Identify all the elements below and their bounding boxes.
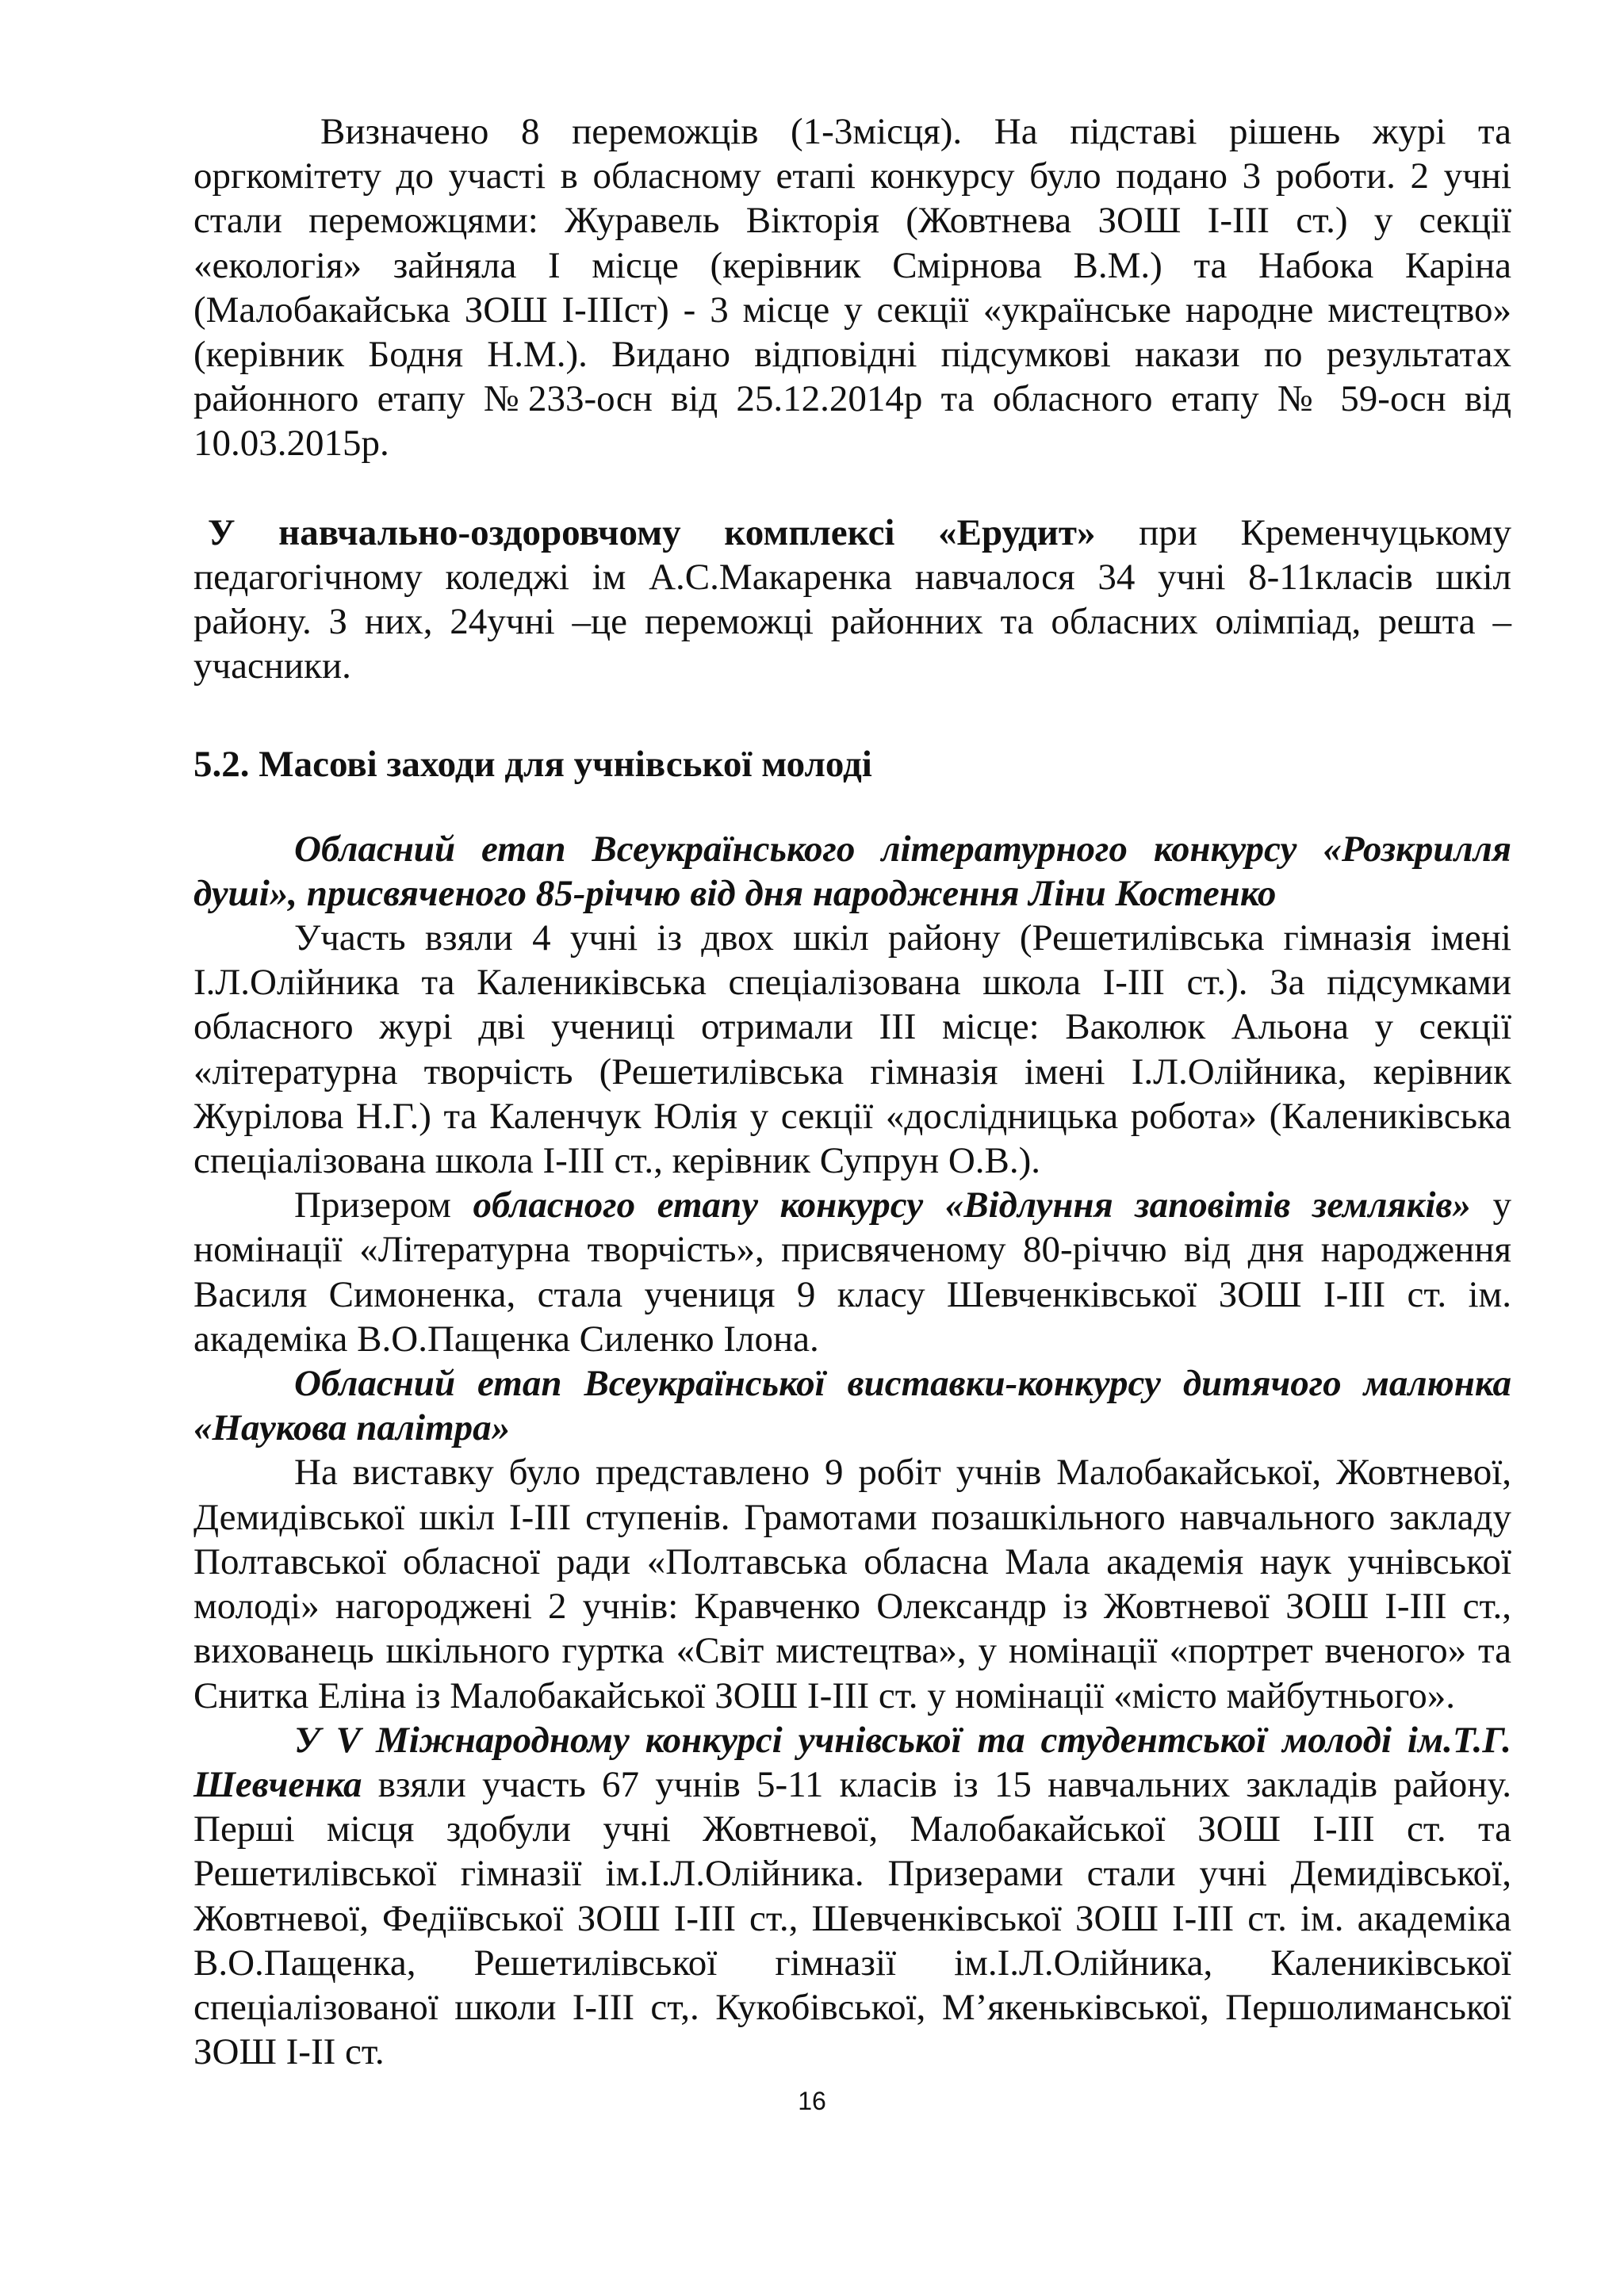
erudit-complex-name: У навчально-оздоровчому комплексі «Ерудит»	[208, 511, 1096, 553]
vidlunnia-text: у номінації «Літературна творчість», присвяченому 80-річчю від дня народження Василя Симоненка, стала учениця 9 класу Шевченківської ЗОШ І-ІІІ ст. ім. академіка В.О.Пащенка Силенко Ілона.	[193, 1184, 1512, 1360]
paragraph-naukova-palitra-results: На виставку було представлено 9 робіт учнів Малобакайської, Жовтневої, Демидівської шкіл І-ІІІ ступенів. Грамотами позашкільного навчального закладу Полтавської обласної ради «Полтавська обласна Мала академія наук учнівської молоді» нагороджені 2 учнів: Кравченко Олександр із Жовтневої ЗОШ І-ІІІ ст., вихованець шкільного гуртка «Світ мистецтва», у номінації «портрет вченого» та Снитка Еліна із Малобакайської ЗОШ І-ІІІ ст. у номінації «місто майбутнього».	[193, 1452, 1511, 1716]
shevchenko-contest-text: взяли участь 67 учнів 5-11 класів із 15 навчальних закладів району. Перші місця здобули учні Жовтневої, Малобакайської ЗОШ І-ІІІ ст. та Решетилівської гімназії ім.І.Л.Олійника. Призерами стали учні Демидівської, Жовтневої, Федіївської ЗОШ І-ІІІ ст., Шевченківської ЗОШ І-ІІІ ст. ім. академіка В.О.Пащенка, Решетилівської гімназії ім.І.Л.Олійника, Калениківської спеціалізованої школи І-ІІІ ст,. Кукобівської, М’якеньківської, Першолиманської ЗОШ І-ІІ ст.	[193, 1763, 1511, 2073]
document-body	[193, 109, 1511, 2074]
contest-title-naukova-palitra: Обласний етап Всеукраїнської виставки-конкурсу дитячого малюнка «Наукова палітра»	[193, 1363, 1511, 1449]
paragraph-winners-text: Визначено 8 переможців (1-3місця). На підставі рішень журі та оргкомітету до участі в обласному етапі конкурсу було подано 3 роботи. 2 учні стали переможцями: Журавель Вікторія (Жовтнева ЗОШ І-ІІІ ст.) у секції «екологія» зайняла І місце (керівник Смірнова В.М.) та Набока Каріна (Малобакайська ЗОШ І-ІІІст) - 3 місце у секції «українське народне мистецтво» (керівник Бодня Н.М.). Видано відповідні підсумкові накази по результатах районного етапу №233-осн від 25.12.2014р та обласного етапу № 59-осн від 10.03.2015р.	[193, 111, 1511, 465]
paragraph-shevchenko-contest	[193, 1718, 1511, 2075]
vidlunnia-lead: Призером	[294, 1184, 473, 1226]
vidlunnia-contest-name: обласного етапу конкурсу «Відлуння заповітів земляків»	[473, 1184, 1471, 1226]
paragraph-vidlunnia	[193, 1183, 1511, 1361]
paragraph-winners	[193, 109, 1511, 466]
section-heading: 5.2. Масові заходи для учнівської молоді	[193, 744, 872, 786]
paragraph-rozkrylla-results: Участь взяли 4 учні із двох шкіл району (Решетилівська гімназія імені І.Л.Олійника та Калениківська спеціалізована школа І-ІІІ ст.). За підсумками обласного журі дві учениці отримали ІІІ місце: Ваколюк Альона у секції «літературна творчість (Решетилівська гімназія імені І.Л.Олійника, керівник Журілова Н.Г.) та Каленчук Юлія у секції «дослідницька робота» (Калениківська спеціалізована школа І-ІІІ ст., керівник Супрун О.В.).	[193, 917, 1511, 1182]
paragraph-erudit	[193, 511, 1511, 689]
page-number: 16	[798, 2087, 826, 2115]
erudit-text: при Кременчуцькому педагогічному коледжі ім А.С.Макаренка навчалося 34 учні 8-11класів шкіл району. З них, 24учні –це переможці районних та обласних олімпіад, решта – учасники.	[193, 511, 1511, 687]
contest-title-rozkrylla: Обласний етап Всеукраїнського літературного конкурсу «Розкрилля душі», присвяченого 85-річчю від дня народження Ліни Костенко	[193, 828, 1511, 914]
shevchenko-contest-name: У V Міжнародному конкурсі учнівської та студентської молоді ім.Т.Г. Шевченка	[193, 1719, 1511, 1805]
